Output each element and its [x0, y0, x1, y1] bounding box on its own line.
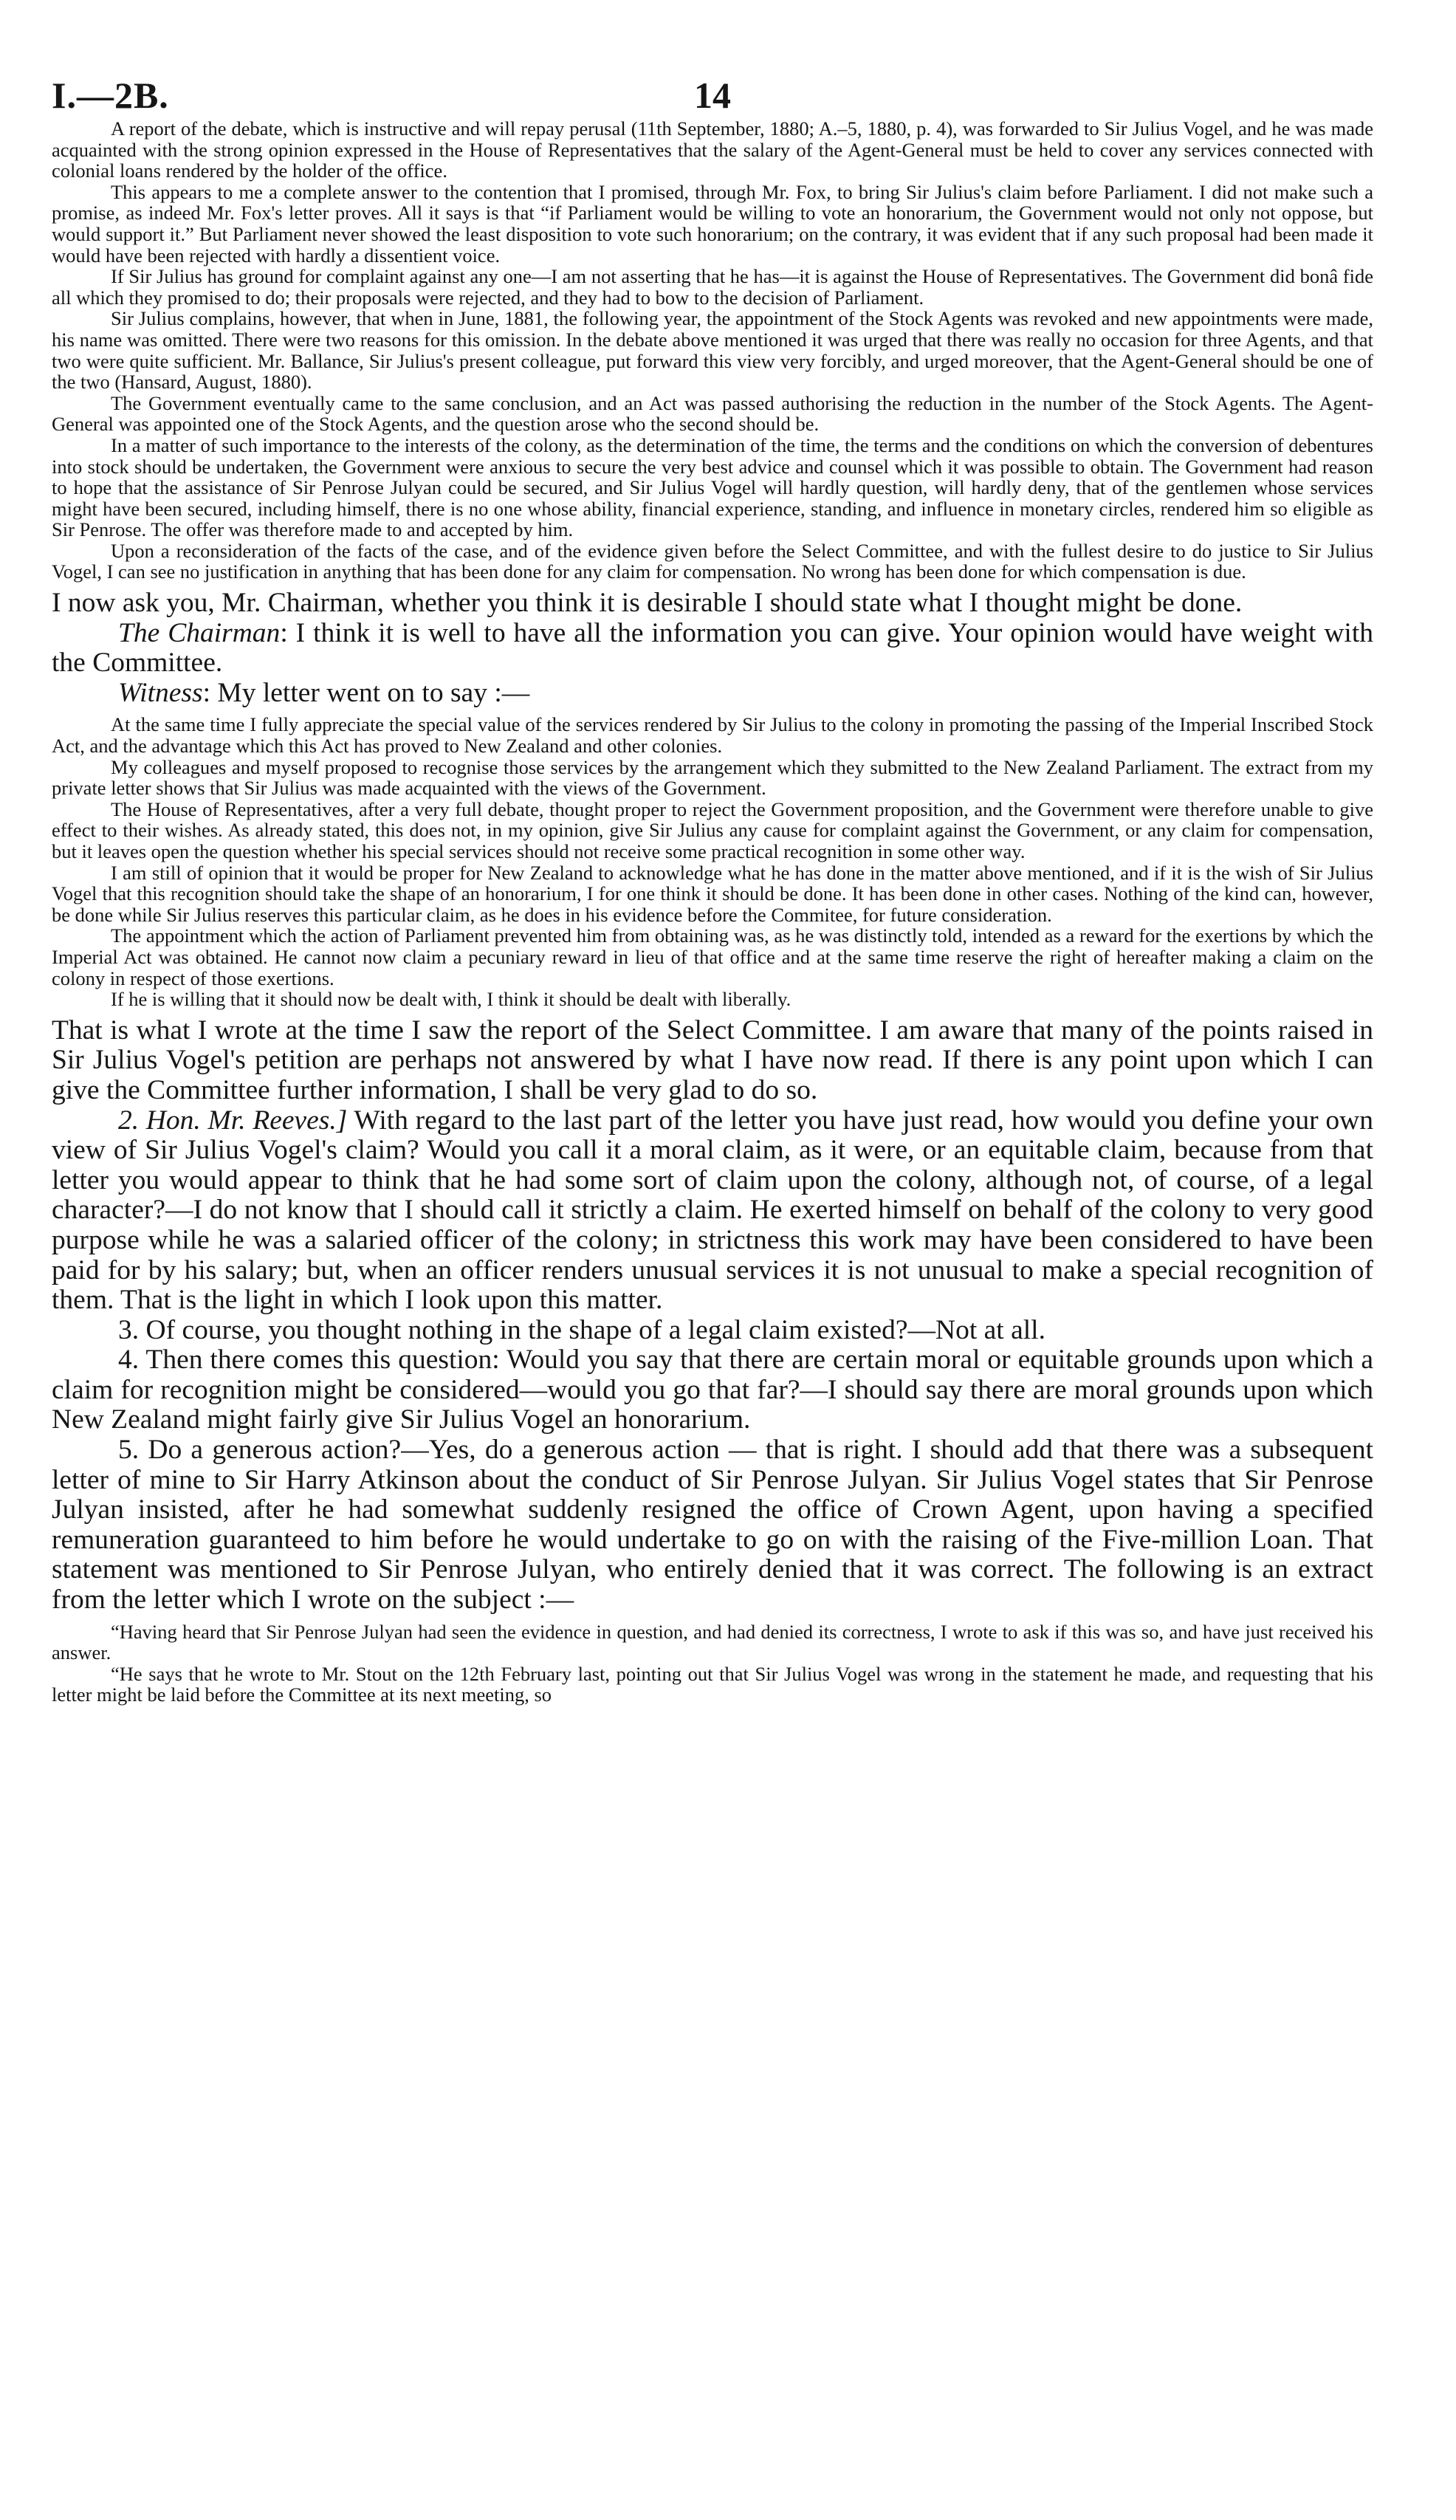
quoted-paragraph: “Having heard that Sir Penrose Julyan had seen the evidence in question, and had denied its correctness, I wrote to ask if this was so, and have just received his answer. [52, 1620, 1373, 1664]
speaker-label: Witness [118, 677, 203, 708]
chairman-remark [52, 619, 1373, 679]
letter-paragraph: I am still of opinion that it would be proper for New Zealand to acknowledge what he has done in the matter above mentioned, and if it is the wish of Sir Julius Vogel that this recognition should take the shape of an honorarium, I for one think it should be done. It has been done in other cases. Nothing of the kind can, however, be done while Sir Julius reserves this particular claim, as he does in his evidence before the Commitee, for future consideration. [52, 861, 1373, 926]
question-text: With regard to the last part of the letter you have just read, how would you define your own view of Sir Julius Vogel's claim? Would you call it a moral claim, as it were, or an equitable claim, because from that letter you would appear to think that he had some sort of claim upon the colony, although not, of course, of a legal character?—I do not know that I should call it strictly a claim. He exerted himself on behalf of the colony to very good purpose while he was a salaried officer of the colony; in strictness this work may have been considered to have been paid for by his salary; but, when an officer renders unusual services it is not unusual to make a special recognition of them. That is the light in which I look upon this matter. [52, 1105, 1373, 1316]
letter-paragraph: Sir Julius complains, however, that when in June, 1881, the following year, the appointment of the Stock Agents was revoked and new appointments were made, his name was omitted. There were two reasons for this omission. In the debate above mentioned it was urged that there was really no occasion for three Agents, and that two were quite sufficient. Mr. Ballance, Sir Julius's present colleague, put forward this view very forcibly, and urged moreover, that the Agent-General should be one of the two (Hansard, August, 1880). [52, 307, 1373, 394]
witness-statement: That is what I wrote at the time I saw the report of the Select Committee. I am aware that many of the points raised in Sir Julius Vogel's petition are perhaps not answered by what I have now read. If there is any point upon which I can give the Committee further information, I shall be very glad to do so. [52, 1014, 1373, 1105]
letter-paragraph: The House of Representatives, after a very full debate, thought proper to reject the Government proposition, and the Government were therefore unable to give effect to their wishes. As already stated, this does not, in my opinion, give Sir Julius any cause for complaint against the Government, or any claim for compensation, but it leaves open the question whether his special services should not receive some practical recognition in some other way. [52, 797, 1373, 862]
testimony-part-2 [52, 1016, 1373, 1616]
remark-text: : My letter went on to say :— [202, 677, 530, 708]
question-3: 3. Of course, you thought nothing in the shape of a legal claim existed?—Not at all. [118, 1314, 1045, 1345]
letter-paragraph: Upon a reconsideration of the facts of the case, and of the evidence given before the Select Committee, and with the fullest desire to do justice to Sir Julius Vogel, I can see no justification in anything that has been done for any claim for compensation. No wrong has been done for which compensation is due. [52, 539, 1373, 583]
page-number: 14 [694, 75, 731, 116]
letter-paragraph: At the same time I fully appreciate the special value of the services rendered by Sir Julius to the colony in promoting the passing of the Imperial Inscribed Stock Act, and the advantage which this Act has proved to New Zealand and other colonies. [52, 713, 1373, 758]
letter-paragraph: The Government eventually came to the same conclusion, and an Act was passed authorising the reduction in the number of the Stock Agents. The Agent-General was appointed one of the Stock Agents, and the question arose who the second should be. [52, 391, 1373, 436]
remark-text: : I think it is well to have all the information you can give. Your opinion would have weight with the Committee. [52, 617, 1373, 679]
testimony-part-1 [52, 588, 1373, 708]
witness-question: I now ask you, Mr. Chairman, whether you think it is desirable I should state what I thought might be done. [52, 588, 1243, 619]
letter-paragraph: This appears to me a complete answer to the contention that I promised, through Mr. Fox, to bring Sir Julius's claim before Parliament. I did not make such a promise, as indeed Mr. Fox's letter proves. All it says is that “if Parliament would be willing to vote an honorarium, the Government would not only not oppose, but would support it.” But Parliament never showed the least disposition to vote such honorarium; on the contrary, it was evident that if any such proposal had been made it would have been rejected with hardly a dissentient voice. [52, 180, 1373, 267]
witness-remark [52, 679, 1373, 709]
document-page [52, 30, 1373, 1706]
letter-paragraph: If Sir Julius has ground for complaint against any one—I am not asserting that he has—it is against the House of Representatives. The Government did bonâ fide all which they promised to do; their proposals were rejected, and they had to bow to the decision of Parliament. [52, 265, 1373, 309]
letter-extract-part-1 [52, 118, 1373, 583]
quoted-letter-extract [52, 1621, 1373, 1706]
letter-paragraph: If he is willing that it should now be dealt with, I think it should be dealt with liberally. [111, 988, 791, 1011]
speaker-label: The Chairman [118, 617, 281, 648]
letter-paragraph: My colleagues and myself proposed to recognise those services by the arrangement which they submitted to the New Zealand Parliament. The extract from my private letter shows that Sir Julius was made acquainted with the views of the Government. [52, 755, 1373, 800]
page-header [52, 30, 1373, 118]
question-2 [52, 1106, 1373, 1316]
letter-paragraph: A report of the debate, which is instructive and will repay perusal (11th September, 1880; A.–5, 1880, p. 4), was forwarded to Sir Julius Vogel, and he was made acquainted with the strong opinion expressed in the House of Representatives that the salary of the Agent-General must be held to cover any services connected with colonial loans rendered by the holder of the office. [52, 117, 1373, 182]
letter-paragraph: In a matter of such importance to the interests of the colony, as the determination of the time, the terms and the conditions on which the conversion of debentures into stock should be undertaken, the Government were anxious to secure the very best advice and counsel which it was possible to obtain. The Government had reason to hope that the assistance of Sir Penrose Julyan could be secured, and Sir Julius Vogel will hardly question, will hardly deny, that of the gentlemen whose services might have been secured, including himself, there is no one whose ability, financial experience, standing, and influence in monetary circles, rendered him so eligible as Sir Penrose. The offer was therefore made to and accepted by him. [52, 433, 1373, 541]
letter-extract-part-2 [52, 714, 1373, 1009]
question-4: 4. Then there comes this question: Would you say that there are certain moral or equitable grounds upon which a claim for recognition might be considered—would you go that far?—I should say there are moral grounds upon which New Zealand might fairly give Sir Julius Vogel an honorarium. [52, 1345, 1373, 1435]
questioner-label: 2. Hon. Mr. Reeves.] [118, 1105, 348, 1136]
letter-paragraph: The appointment which the action of Parliament prevented him from obtaining was, as he was distinctly told, intended as a reward for the exertions by which the Imperial Act was obtained. He cannot now claim a pecuniary reward in lieu of that office and at the same time reserve the right of hereafter making a claim on the colony in respect of those exertions. [52, 924, 1373, 989]
paper-reference: I.—2B. [52, 75, 169, 116]
quoted-paragraph: “He says that he wrote to Mr. Stout on the 12th February last, pointing out that Sir Julius Vogel was wrong in the statement he made, and requesting that his letter might be laid before the Committee at its next meeting, so [52, 1662, 1373, 1706]
question-5: 5. Do a generous action?—Yes, do a generous action — that is right. I should add that there was a subsequent letter of mine to Sir Harry Atkinson about the conduct of Sir Penrose Julyan. Sir Julius Vogel states that Sir Penrose Julyan insisted, after he had somewhat suddenly resigned the office of Crown Agent, upon having a specified remuneration guaranteed to him before he would undertake to go on with the raising of the Five-million Loan. That statement was mentioned to Sir Penrose Julyan, who entirely denied that it was correct. The following is an extract from the letter which I wrote on the subject :— [52, 1435, 1373, 1616]
